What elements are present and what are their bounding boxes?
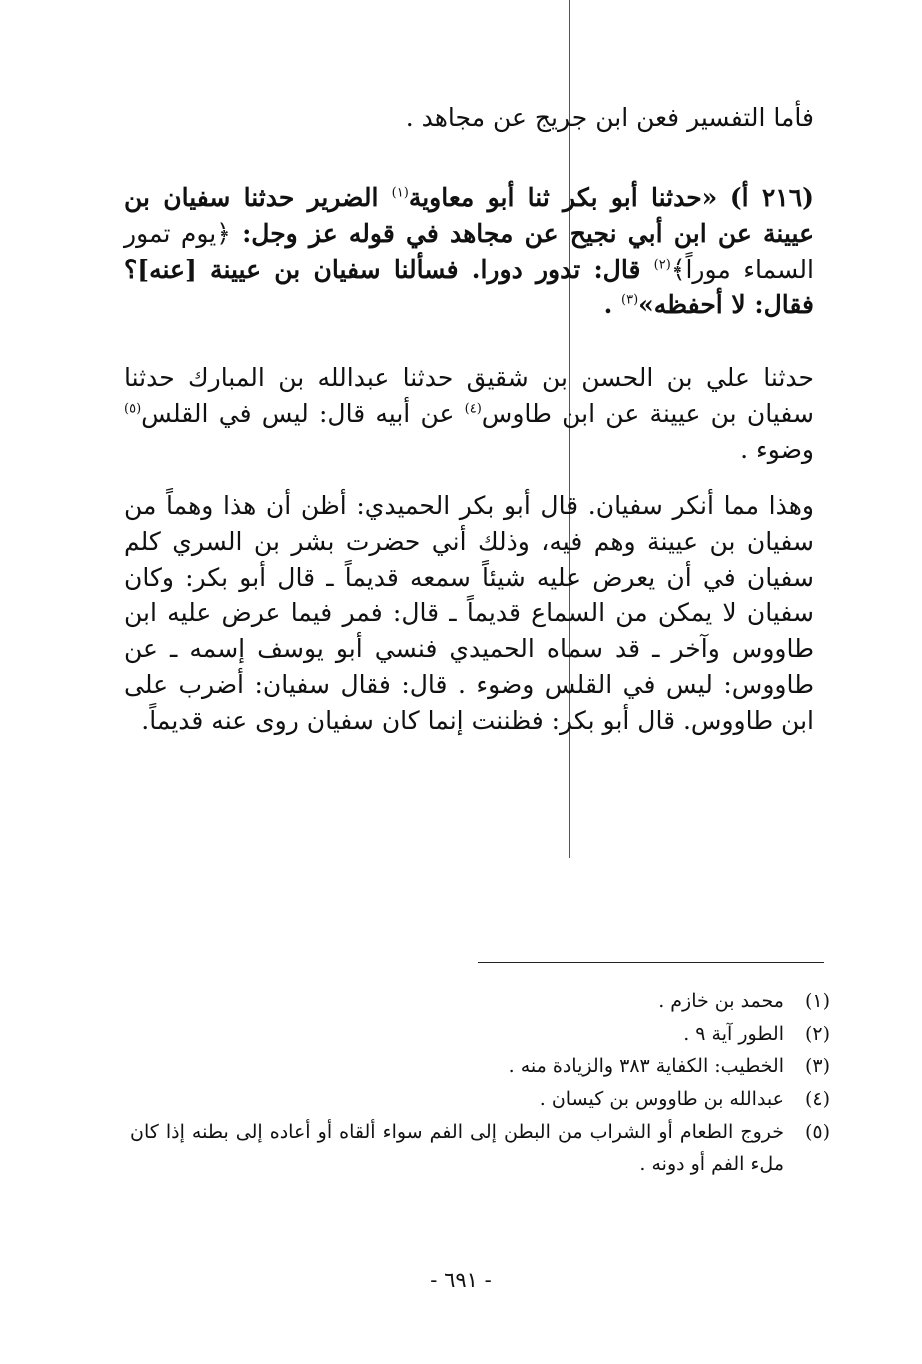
hadith-text-2: الضرير حدثنا سفيان بن عيينة عن ابن أبي نجيح عن مجاهد في قوله عز وجل: [124, 183, 814, 248]
page-number: - ٦٩١ - [430, 1268, 492, 1292]
footnote-ref-4: (٤) [464, 401, 482, 417]
footnote-3 [130, 1050, 830, 1083]
isnad-text-2: عن أبيه قال: ليس في القلس [141, 398, 465, 428]
footnote-number: (٣) [804, 1055, 830, 1078]
footnote-1 [130, 985, 830, 1018]
isnad-text-3: وضوء . [740, 434, 814, 464]
isnad-text-1: حدثنا علي بن الحسن بن شقيق حدثنا عبدالله بن المبارك حدثنا سفيان بن عيينة عن ابن طاوس [124, 363, 814, 428]
footnote-number: (١) [804, 990, 830, 1012]
hadith-text-3: قال: تدور دورا. فسألنا سفيان بن عيينة [عنه]؟ فقال: لا أحفظه» [124, 254, 814, 320]
hadith-text-1: «حدثنا أبو بكر ثنا أبو معاوية [408, 183, 718, 212]
footnote-text: عبدالله بن طاووس بن كيسان . [539, 1088, 784, 1111]
footnote-text: الخطيب: الكفاية ٣٨٣ والزيادة منه . [508, 1055, 784, 1078]
footnote-number: (٤) [804, 1088, 830, 1111]
footnote-ref-5: (٥) [124, 401, 142, 417]
footnote-text: الطور آية ٩ . [683, 1022, 784, 1045]
paragraph-isnad [124, 360, 814, 467]
hadith-end: . [603, 290, 621, 320]
footnote-ref-2: (٢) [653, 257, 671, 273]
footnote-4 [130, 1083, 830, 1116]
footnote-ref-3: (٣) [621, 292, 639, 308]
footnote-2 [130, 1018, 830, 1051]
footnote-ref-1: (١) [391, 185, 409, 201]
footnotes-list [130, 985, 830, 1181]
footnote-text: خروج الطعام أو الشراب من البطن إلى الفم سواء ألقاه أو أعاده إلى بطنه إذا كان ملء الفم أو دونه . [130, 1120, 784, 1176]
paragraph-humaydi: وهذا مما أنكر سفيان. قال أبو بكر الحميدي: أظن أن هذا وهماً من سفيان بن عيينة وهم فيه، وذلك أني حضرت بشر بن السري كلم سفيان في أن يعرض عليه شيئاً سمعه قديماً ـ قال أبو بكر: وكان سفيان لا يمكن من السماع قديماً ـ قال: فمر فيما عرض عليه ابن طاووس وآخر ـ قد سماه الحميدي فنسي أبو يوسف إسمه ـ عن طاووس: ليس في القلس وضوء . قال: فقال سفيان: أضرب على ابن طاووس. قال أبو بكر: فظننت إنما كان سفيان روى عنه قديماً. [124, 491, 814, 735]
paragraph-tafsir: فأما التفسير فعن ابن جريج عن مجاهد . [405, 103, 814, 132]
footnote-text: محمد بن خازم . [658, 990, 784, 1012]
paragraph-hadith-216 [124, 180, 814, 323]
hadith-number: (٢١٦ أ) [729, 183, 814, 212]
footnote-number: (٥) [804, 1120, 830, 1143]
footnote-separator [478, 962, 824, 963]
quran-verse: ﴿يوم تمور السماء موراً﴾ [124, 218, 814, 284]
footnote-5 [130, 1116, 830, 1181]
footnote-number: (٢) [804, 1022, 830, 1045]
